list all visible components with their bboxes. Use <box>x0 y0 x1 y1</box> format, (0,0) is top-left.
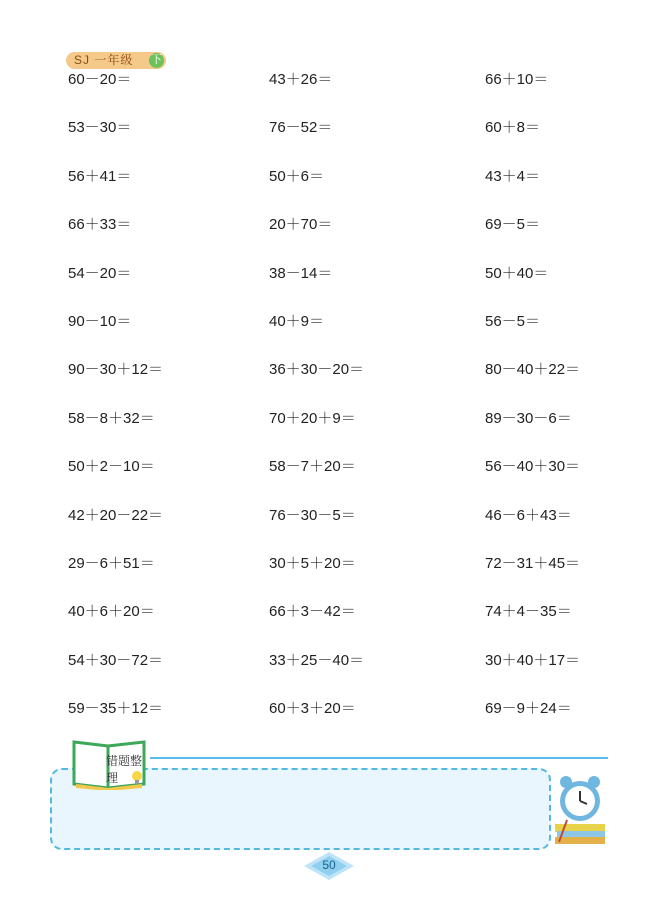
math-problem: 38－14＝ <box>269 264 333 282</box>
math-problem: 60－20＝ <box>68 71 132 88</box>
math-problem: 60＋8＝ <box>485 119 541 137</box>
math-problem: 50＋6＝ <box>269 167 325 185</box>
math-problem: 50＋40＝ <box>485 264 549 282</box>
math-problem: 33＋25－40＝ <box>269 651 365 669</box>
math-problem: 46－6＋43＝ <box>485 506 572 524</box>
math-problem: 30＋40＋17＝ <box>485 651 581 669</box>
math-problem: 40＋6＋20＝ <box>68 603 155 621</box>
math-problem: 43＋26＝ <box>269 71 333 88</box>
math-problem: 54＋30－72＝ <box>68 651 164 669</box>
math-problem: 56＋41＝ <box>68 167 132 185</box>
math-problem: 76－52＝ <box>269 119 333 137</box>
alarm-clock-icon <box>553 774 609 846</box>
math-problem: 80－40＋22＝ <box>485 361 581 379</box>
math-problem: 53－30＝ <box>68 119 132 137</box>
math-problem: 54－20＝ <box>68 264 132 282</box>
math-problem: 40＋9＝ <box>269 313 325 330</box>
grade-label: SJ 一年级 <box>74 53 134 67</box>
math-problem: 69－9＋24＝ <box>485 700 572 718</box>
error-review-section <box>50 738 610 853</box>
math-problem: 90－10＝ <box>68 313 132 330</box>
math-problem: 43＋4＝ <box>485 167 541 185</box>
math-problem: 72－31＋45＝ <box>485 555 581 572</box>
page-number: 50 <box>322 858 336 872</box>
review-title: 错题整理 <box>106 754 143 785</box>
math-problem: 60＋3＋20＝ <box>269 700 356 718</box>
math-problem: 76－30－5＝ <box>269 506 356 524</box>
math-problem: 90－30＋12＝ <box>68 361 164 379</box>
math-problem: 89－30－6＝ <box>485 409 572 427</box>
math-problem: 42＋20－22＝ <box>68 506 164 524</box>
math-problem: 36＋30－20＝ <box>269 361 365 379</box>
math-problem: 69－5＝ <box>485 216 541 234</box>
book-icon <box>72 738 146 786</box>
math-problem: 58－7＋20＝ <box>269 458 356 476</box>
math-problem: 20＋70＝ <box>269 216 333 234</box>
math-problem: 59－35＋12＝ <box>68 700 164 718</box>
math-problem: 66＋33＝ <box>68 216 132 234</box>
math-problem: 56－5＝ <box>485 313 541 330</box>
math-problem: 56－40＋30＝ <box>485 458 581 476</box>
math-problem: 58－8＋32＝ <box>68 409 155 427</box>
volume-label: 下 <box>151 54 162 66</box>
math-problem: 74＋4－35＝ <box>485 603 572 621</box>
math-problem: 29－6＋51＝ <box>68 555 155 572</box>
section-divider <box>150 757 608 759</box>
page-number-badge <box>304 852 354 880</box>
math-problem: 30＋5＋20＝ <box>269 555 356 572</box>
math-problem: 66＋3－42＝ <box>269 603 356 621</box>
math-problem: 70＋20＋9＝ <box>269 409 356 427</box>
math-problem: 50＋2－10＝ <box>68 458 155 476</box>
math-problem: 66＋10＝ <box>485 71 549 88</box>
